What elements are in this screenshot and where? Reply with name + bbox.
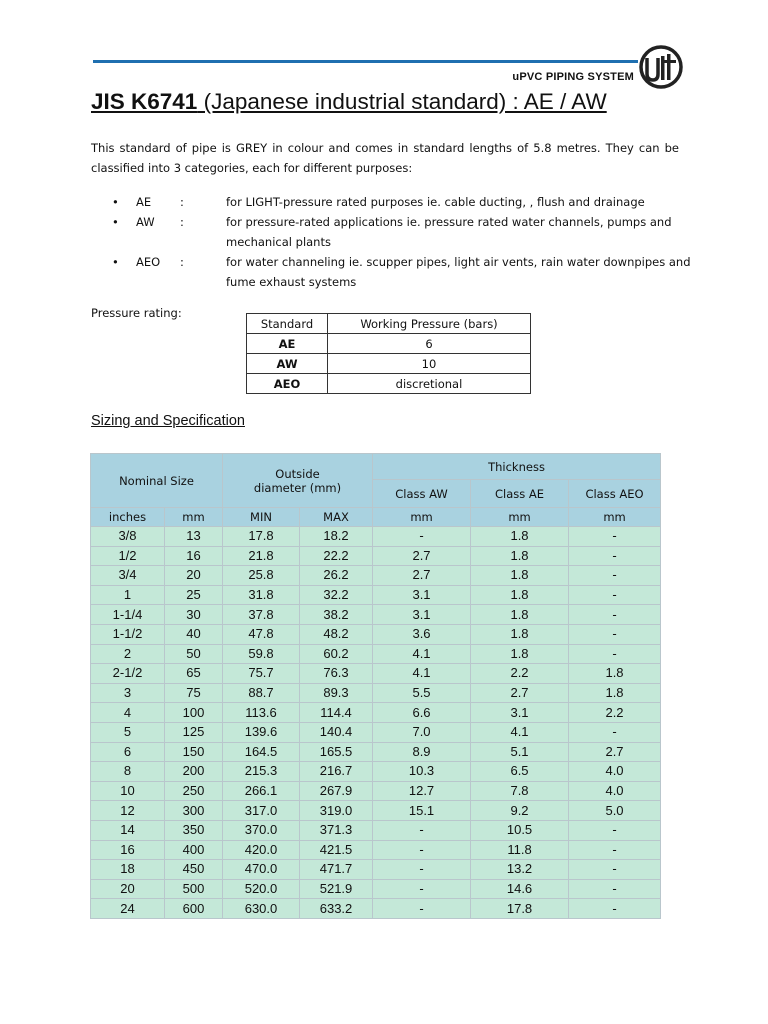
page-title (91, 89, 607, 115)
table-cell: 88.7 (223, 683, 300, 703)
category-description: for water channeling ie. scupper pipes, light air vents, rain water downpipes and fume exhaust systems (226, 255, 691, 289)
table-cell: - (569, 879, 661, 899)
table-cell: 37.8 (223, 605, 300, 625)
table-row (91, 644, 661, 664)
unit-header: mm (471, 508, 569, 527)
table-row (91, 605, 661, 625)
table-cell: 1.8 (471, 546, 569, 566)
table-cell: 1.8 (569, 664, 661, 684)
header-rule (93, 60, 638, 63)
table-cell: 521.9 (300, 879, 373, 899)
table-cell: discretional (328, 374, 531, 394)
table-cell: 89.3 (300, 683, 373, 703)
table-cell: 317.0 (223, 801, 300, 821)
table-cell: 38.2 (300, 605, 373, 625)
table-row (91, 683, 661, 703)
table-row (91, 879, 661, 899)
table-header-row (91, 454, 661, 480)
table-cell: 471.7 (300, 860, 373, 880)
table-cell: 13 (165, 527, 223, 547)
table-cell: 7.0 (373, 722, 471, 742)
table-cell: 30 (165, 605, 223, 625)
table-cell: 48.2 (300, 624, 373, 644)
table-cell: - (569, 527, 661, 547)
table-cell: 2.2 (471, 664, 569, 684)
table-cell: - (569, 644, 661, 664)
table-cell: 31.8 (223, 585, 300, 605)
table-cell: 9.2 (471, 801, 569, 821)
table-row (91, 820, 661, 840)
table-cell: 2-1/2 (91, 664, 165, 684)
table-cell: - (569, 722, 661, 742)
table-header-row (247, 314, 531, 334)
table-cell: 630.0 (223, 899, 300, 919)
table-row (91, 664, 661, 684)
table-cell: 7.8 (471, 781, 569, 801)
table-cell: 600 (165, 899, 223, 919)
table-cell: 633.2 (300, 899, 373, 919)
table-cell: 5 (91, 722, 165, 742)
table-cell: 266.1 (223, 781, 300, 801)
table-cell: 5.5 (373, 683, 471, 703)
category-list (91, 192, 691, 292)
table-cell: 76.3 (300, 664, 373, 684)
table-cell: 3.6 (373, 624, 471, 644)
table-cell: 3/8 (91, 527, 165, 547)
table-cell: 50 (165, 644, 223, 664)
standard-code: JIS K6741 (91, 89, 198, 114)
table-cell: 20 (165, 566, 223, 586)
dit-logo-icon (638, 44, 684, 90)
table-cell: 1-1/2 (91, 624, 165, 644)
table-cell: 2 (91, 644, 165, 664)
table-cell: 1.8 (471, 585, 569, 605)
table-cell: 1-1/4 (91, 605, 165, 625)
table-cell: 139.6 (223, 722, 300, 742)
table-cell: 11.8 (471, 840, 569, 860)
table-row (91, 899, 661, 919)
table-cell: 300 (165, 801, 223, 821)
sizing-table (90, 453, 661, 919)
table-cell: - (373, 527, 471, 547)
unit-header: MAX (300, 508, 373, 527)
table-cell: 24 (91, 899, 165, 919)
table-cell: 25.8 (223, 566, 300, 586)
table-cell: 3.1 (471, 703, 569, 723)
table-row (91, 566, 661, 586)
table-cell: 500 (165, 879, 223, 899)
table-cell: - (569, 566, 661, 586)
table-cell: 25 (165, 585, 223, 605)
table-cell: 4 (91, 703, 165, 723)
table-row (91, 703, 661, 723)
table-cell: 165.5 (300, 742, 373, 762)
table-cell: 75 (165, 683, 223, 703)
table-row (91, 781, 661, 801)
table-row (247, 354, 531, 374)
table-cell: 10.5 (471, 820, 569, 840)
table-cell: - (569, 860, 661, 880)
table-cell: 60.2 (300, 644, 373, 664)
table-row (91, 585, 661, 605)
table-cell: - (373, 899, 471, 919)
table-row (91, 722, 661, 742)
table-row (91, 742, 661, 762)
brand-text: uPVC PIPING SYSTEM (512, 71, 634, 83)
table-cell: 100 (165, 703, 223, 723)
table-cell: 370.0 (223, 820, 300, 840)
table-cell: AW (247, 354, 328, 374)
table-cell: 520.0 (223, 879, 300, 899)
table-cell: 3 (91, 683, 165, 703)
table-cell: 17.8 (471, 899, 569, 919)
table-cell: - (373, 879, 471, 899)
table-cell: 20 (91, 879, 165, 899)
table-cell: 1.8 (471, 605, 569, 625)
table-cell: 2.7 (373, 546, 471, 566)
table-cell: 4.1 (373, 664, 471, 684)
header-line: diameter (mm) (253, 480, 342, 495)
table-row (91, 801, 661, 821)
bullet-icon: • (112, 195, 119, 209)
list-item (91, 212, 691, 252)
category-description: for LIGHT-pressure rated purposes ie. cable ducting, , flush and drainage (226, 195, 645, 209)
category-code: AEO (136, 255, 161, 269)
bullet-icon: • (112, 255, 119, 269)
table-cell: 26.2 (300, 566, 373, 586)
table-cell: 1/2 (91, 546, 165, 566)
table-cell: 450 (165, 860, 223, 880)
table-row (91, 840, 661, 860)
header-line: Outside (275, 466, 320, 481)
category-code: AW (136, 215, 155, 229)
table-cell: 113.6 (223, 703, 300, 723)
table-cell: 13.2 (471, 860, 569, 880)
table-row (247, 334, 531, 354)
table-cell: 1.8 (471, 644, 569, 664)
unit-header: MIN (223, 508, 300, 527)
table-cell: 22.2 (300, 546, 373, 566)
pressure-table (246, 313, 531, 394)
table-cell: 59.8 (223, 644, 300, 664)
table-cell: 14 (91, 820, 165, 840)
table-cell: - (569, 840, 661, 860)
table-cell: 421.5 (300, 840, 373, 860)
column-header-thickness: Thickness (373, 454, 661, 480)
table-cell: 250 (165, 781, 223, 801)
column-header-nominal: Nominal Size (91, 454, 223, 508)
table-cell: AEO (247, 374, 328, 394)
table-cell: - (569, 820, 661, 840)
table-cell: 1.8 (569, 683, 661, 703)
sizing-table-body (91, 527, 661, 919)
table-cell: 12.7 (373, 781, 471, 801)
table-cell: AE (247, 334, 328, 354)
table-cell: - (569, 899, 661, 919)
table-cell: 47.8 (223, 624, 300, 644)
category-description: for pressure-rated applications ie. pressure rated water channels, pumps and mechanical plants (226, 215, 672, 249)
table-cell: 75.7 (223, 664, 300, 684)
table-cell: 6 (328, 334, 531, 354)
unit-header: mm (569, 508, 661, 527)
table-cell: - (569, 624, 661, 644)
column-header-class-ae: Class AE (471, 480, 569, 508)
column-header: Standard (247, 314, 328, 334)
table-cell: - (373, 860, 471, 880)
table-cell: 2.2 (569, 703, 661, 723)
table-cell: 5.0 (569, 801, 661, 821)
column-header-class-aw: Class AW (373, 480, 471, 508)
table-cell: 319.0 (300, 801, 373, 821)
table-cell: 21.8 (223, 546, 300, 566)
table-cell: 1 (91, 585, 165, 605)
table-cell: 420.0 (223, 840, 300, 860)
table-cell: 1.8 (471, 527, 569, 547)
table-cell: 10.3 (373, 762, 471, 782)
table-cell: 6.5 (471, 762, 569, 782)
separator: : (180, 215, 184, 229)
table-cell: 16 (165, 546, 223, 566)
table-cell: 267.9 (300, 781, 373, 801)
table-cell: 5.1 (471, 742, 569, 762)
table-cell: 18 (91, 860, 165, 880)
table-cell: 17.8 (223, 527, 300, 547)
table-cell: 470.0 (223, 860, 300, 880)
table-cell: 3.1 (373, 605, 471, 625)
table-cell: 125 (165, 722, 223, 742)
table-cell: 150 (165, 742, 223, 762)
table-cell: 6.6 (373, 703, 471, 723)
separator: : (180, 255, 184, 269)
intro-paragraph: This standard of pipe is GREY in colour and comes in standard lengths of 5.8 metres. They can be classified into 3 categories, each for different purposes: (91, 141, 679, 175)
table-cell: 4.0 (569, 762, 661, 782)
table-cell: 4.1 (373, 644, 471, 664)
table-cell: 65 (165, 664, 223, 684)
table-cell: 140.4 (300, 722, 373, 742)
table-cell: 8 (91, 762, 165, 782)
separator: : (180, 195, 184, 209)
table-cell: 10 (91, 781, 165, 801)
table-cell: 12 (91, 801, 165, 821)
table-cell: - (569, 605, 661, 625)
list-item (91, 252, 691, 292)
table-cell: 18.2 (300, 527, 373, 547)
table-cell: 40 (165, 624, 223, 644)
table-cell: 32.2 (300, 585, 373, 605)
table-cell: 216.7 (300, 762, 373, 782)
table-cell: - (373, 820, 471, 840)
table-cell: 400 (165, 840, 223, 860)
bullet-icon: • (112, 215, 119, 229)
table-cell: 2.7 (471, 683, 569, 703)
table-cell: 14.6 (471, 879, 569, 899)
table-cell: 6 (91, 742, 165, 762)
standard-name: (Japanese industrial standard) : AE / AW (197, 89, 607, 114)
unit-header: inches (91, 508, 165, 527)
table-cell: 4.0 (569, 781, 661, 801)
table-cell: 8.9 (373, 742, 471, 762)
section-title: Sizing and Specification (91, 413, 245, 429)
table-cell: 350 (165, 820, 223, 840)
pressure-rating-label: Pressure rating: (91, 306, 182, 320)
table-cell: 3/4 (91, 566, 165, 586)
table-row (91, 860, 661, 880)
table-cell: - (373, 840, 471, 860)
table-row (91, 527, 661, 547)
table-cell: 114.4 (300, 703, 373, 723)
table-cell: 16 (91, 840, 165, 860)
table-row (91, 624, 661, 644)
table-cell: 371.3 (300, 820, 373, 840)
column-header-outside-diameter (223, 454, 373, 508)
table-row (247, 374, 531, 394)
table-cell: - (569, 585, 661, 605)
table-cell: 2.7 (373, 566, 471, 586)
table-row (91, 762, 661, 782)
table-cell: - (569, 546, 661, 566)
table-cell: 200 (165, 762, 223, 782)
table-cell: 4.1 (471, 722, 569, 742)
table-cell: 215.3 (223, 762, 300, 782)
unit-header: mm (165, 508, 223, 527)
table-cell: 1.8 (471, 624, 569, 644)
table-row (91, 546, 661, 566)
table-cell: 1.8 (471, 566, 569, 586)
column-header: Working Pressure (bars) (328, 314, 531, 334)
table-cell: 15.1 (373, 801, 471, 821)
table-cell: 2.7 (569, 742, 661, 762)
table-cell: 3.1 (373, 585, 471, 605)
column-header-class-aeo: Class AEO (569, 480, 661, 508)
list-item (91, 192, 691, 212)
table-cell: 164.5 (223, 742, 300, 762)
table-units-row (91, 508, 661, 527)
category-code: AE (136, 195, 152, 209)
unit-header: mm (373, 508, 471, 527)
table-cell: 10 (328, 354, 531, 374)
